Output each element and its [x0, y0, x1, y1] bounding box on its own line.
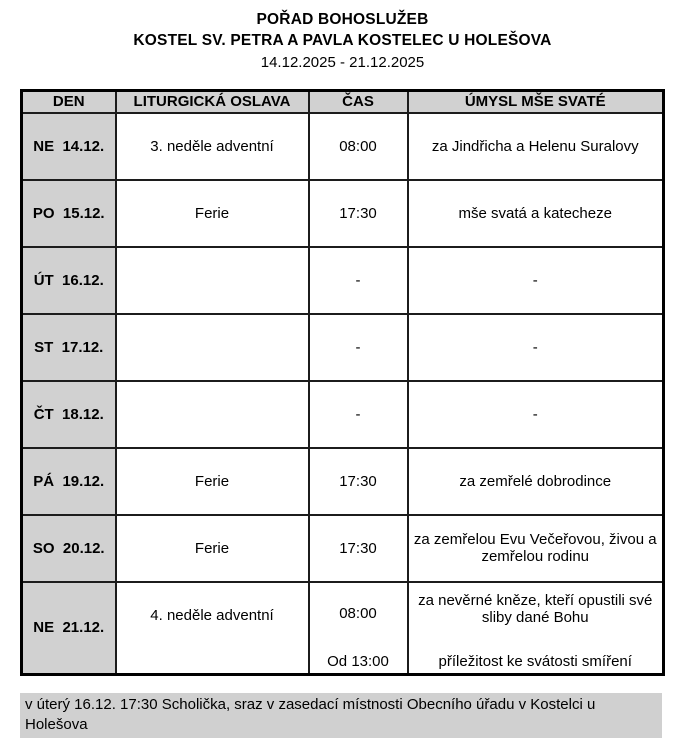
cell-day: NE 14.12.	[22, 113, 116, 180]
table-row	[22, 448, 664, 515]
page-title: POŘAD BOHOSLUŽEB	[256, 11, 429, 28]
table-row	[22, 515, 664, 582]
column-header-celebration: LITURGICKÁ OSLAVA	[116, 91, 309, 113]
cell-day: SO 20.12.	[22, 515, 116, 582]
cell-time: -	[309, 247, 408, 314]
cell-celebration	[116, 314, 309, 381]
time-split	[313, 585, 404, 671]
table-row	[22, 180, 664, 247]
cell-celebration: 4. neděle adventní	[116, 582, 309, 675]
intention-afternoon: příležitost ke svátosti smíření	[438, 652, 632, 670]
cell-day: ČT 18.12.	[22, 381, 116, 448]
cell-celebration: 3. neděle adventní	[116, 113, 309, 180]
cell-time: -	[309, 381, 408, 448]
cell-day: PO 15.12.	[22, 180, 116, 247]
header-row	[22, 91, 664, 113]
date-range: 14.12.2025 - 21.12.2025	[260, 54, 425, 71]
table-row	[22, 247, 664, 314]
cell-day: NE 21.12.	[22, 582, 116, 675]
cell-intention: za zemřelé dobrodince	[408, 448, 664, 515]
time-morning: 08:00	[339, 604, 377, 622]
cell-celebration: Ferie	[116, 180, 309, 247]
cell-time: 08:00	[309, 113, 408, 180]
church-name: KOSTEL SV. PETRA A PAVLA KOSTELEC U HOLEŠOVA	[133, 32, 552, 49]
page-header	[0, 0, 685, 74]
cell-time: 17:30	[309, 515, 408, 582]
cell-time: 17:30	[309, 180, 408, 247]
column-header-day: DEN	[22, 91, 116, 113]
intention-morning: za nevěrné kněze, kteří opustili své sliby dané Bohu	[418, 591, 653, 626]
cell-celebration	[116, 247, 309, 314]
cell-intention: za Jindřicha a Helenu Suralovy	[408, 113, 664, 180]
table-header	[22, 91, 664, 113]
cell-intention: -	[408, 247, 664, 314]
cell-intention: -	[408, 314, 664, 381]
cell-celebration	[116, 381, 309, 448]
cell-celebration: Ferie	[116, 515, 309, 582]
cell-celebration: Ferie	[116, 448, 309, 515]
cell-day: ÚT 16.12.	[22, 247, 116, 314]
table-row	[22, 113, 664, 180]
mass-schedule-table	[20, 89, 665, 676]
cell-time	[309, 582, 408, 675]
table-row	[22, 314, 664, 381]
cell-intention: -	[408, 381, 664, 448]
cell-intention: za zemřelou Evu Večeřovou, živou a zemřelou rodinu	[408, 515, 664, 582]
cell-intention: mše svatá a katecheze	[408, 180, 664, 247]
table-row	[22, 381, 664, 448]
cell-time: 17:30	[309, 448, 408, 515]
cell-intention	[408, 582, 664, 675]
time-afternoon: Od 13:00	[327, 652, 389, 670]
cell-day: ST 17.12.	[22, 314, 116, 381]
cell-time: -	[309, 314, 408, 381]
column-header-intention: ÚMYSL MŠE SVATÉ	[408, 91, 664, 113]
intention-split	[412, 585, 660, 671]
footer-note: v úterý 16.12. 17:30 Scholička, sraz v zasedací místnosti Obecního úřadu v Kostelci u Holešova	[20, 693, 662, 738]
table-row	[22, 582, 664, 675]
column-header-time: ČAS	[309, 91, 408, 113]
cell-day: PÁ 19.12.	[22, 448, 116, 515]
